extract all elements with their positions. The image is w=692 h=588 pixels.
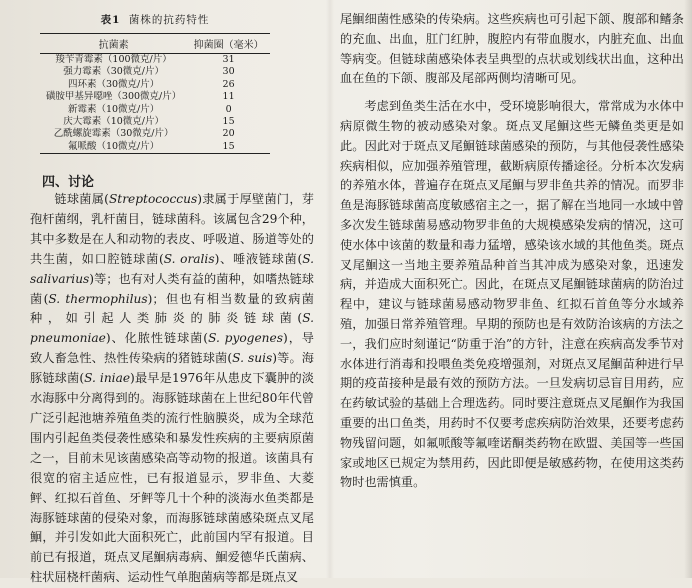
text-run: )等；也有对人类有益的菌种，如嗜热链球菌( bbox=[30, 271, 314, 306]
table-row bbox=[40, 79, 270, 91]
species-name: S. suis bbox=[232, 351, 273, 366]
text-run: )等。海豚链球菌( bbox=[30, 351, 314, 386]
antibiotic-cell: 庆大霉素（10微克/片） bbox=[63, 116, 164, 128]
section-heading-discussion: 四、讨论 bbox=[42, 175, 95, 190]
text-run: )、唾液链球菌( bbox=[214, 251, 303, 266]
left-column-text bbox=[30, 190, 314, 588]
antibiotic-cell: 四环素（30微克/片） bbox=[67, 78, 160, 90]
table-header-row bbox=[40, 34, 270, 54]
discussion-paragraph bbox=[30, 190, 314, 588]
zone-cell: 31 bbox=[222, 54, 235, 65]
table-row bbox=[40, 66, 270, 78]
antibiotic-cell: 羧苄青霉素（100微克/片） bbox=[55, 54, 172, 65]
zone-cell: 26 bbox=[222, 78, 235, 90]
species-name: S. salivarius bbox=[30, 251, 314, 286]
table-title: 菌株的抗药特性 bbox=[128, 14, 210, 26]
table-row bbox=[40, 128, 270, 140]
antibiotic-cell: 新霉素（10微克/片） bbox=[67, 103, 160, 115]
table-caption bbox=[40, 12, 270, 27]
antibiotic-cell: 强力霉素（30微克/片） bbox=[63, 66, 164, 78]
species-name: S. iniae bbox=[84, 371, 131, 386]
text-run: 链球菌属( bbox=[54, 192, 109, 206]
zone-cell: 0 bbox=[225, 103, 232, 115]
page-gutter-shadow bbox=[326, 0, 334, 578]
antibiotic-cell: 磺胺甲基异噁唑（300微克/片） bbox=[45, 91, 182, 103]
zone-cell: 30 bbox=[222, 66, 235, 78]
zone-cell: 15 bbox=[222, 116, 235, 128]
species-name: S. thermophilus bbox=[48, 291, 148, 306]
species-name: S. oralis bbox=[163, 251, 215, 266]
table-row bbox=[40, 104, 270, 116]
text-run: )，导致人畜急性、热性传染病的猪链球菌( bbox=[30, 331, 314, 366]
antibiotic-table-block bbox=[40, 10, 270, 154]
species-name: Streptococcus bbox=[108, 192, 198, 206]
text-run: )隶属于厚壁菌门，芽孢杆菌纲，乳杆菌目，链球菌科。该属包含29个种，其中多数是在人和动物的表皮、呼吸道、肠道等处的共生菌，如口腔链球菌( bbox=[30, 192, 314, 266]
paragraph-gap bbox=[340, 89, 684, 97]
table-row bbox=[40, 54, 270, 67]
table-row bbox=[40, 141, 270, 154]
zone-cell: 20 bbox=[222, 128, 235, 140]
page-edge-shadow bbox=[684, 0, 692, 578]
text-run: )、化脓性链球菌( bbox=[105, 331, 209, 346]
text-run: )；但也有相当数量的致病菌种，如引起人类肺炎的肺炎链球菌( bbox=[30, 291, 314, 326]
table-number: 表1 bbox=[100, 14, 121, 26]
species-name: S. pyogenes bbox=[208, 331, 284, 346]
table-row bbox=[40, 91, 270, 103]
prevention-paragraph: 考虑到鱼类生活在水中，受环境影响很大，常常成为水体中病原微生物的被动感染对象。斑点叉尾鮰这些无鳞鱼类更是如此。因此对于斑点叉尾鮰链球菌感染的预防，与其他侵袭性感染疾病相似，应加强养殖管理，截断病原传播途径。分析本次发病的养殖水体，普遍存在斑点叉尾鮰与罗非鱼共养的情况。而罗非鱼是海豚链球菌高度敏感宿主之一，据了解在当地同一水域中曾多次发生链球菌易感动物罗非鱼的大规模感染发病的情况，这可使水体中该菌的数量和毒力猛增，感染该水域的其他鱼类。斑点叉尾鮰这一当地主要养殖品种首当其冲成为感染对象，迅速发病，并造成大面积死亡。因此，在斑点叉尾鮰链球菌病的防治过程中，建议与链球菌易感动物罗非鱼、红拟石首鱼等分水域养殖，加强日常养殖管理。早期的预防也是有效防治该病的方法之一，我们应时刻谨记“防重于治”的方针，注意在疾病高发季节对水体进行消毒和投喂鱼类免疫增强剂，对斑点叉尾鮰苗种进行早期的疫苗接种是最有效的预防方法。一旦发病切忌盲目用药，应在药敏试验的基础上合理选药。同时要注意斑点叉尾鮰作为我国重要的出口鱼类，用药时不仅要考虑疾病防治效果，还要考虑药物残留问题，如氟哌酸等氟喹诺酮类药物在欧盟、美国等一些国家或地区已规定为禁用药，因此即便是敏感药物，在使用这类药物时也需慎重。 bbox=[340, 99, 684, 490]
right-column-text bbox=[340, 10, 684, 493]
antibiotic-table bbox=[40, 33, 270, 154]
column-header-antibiotic: 抗菌素 bbox=[40, 34, 187, 54]
text-run: )最早是1976年从患皮下囊肿的淡水海豚中分离得到的。海豚链球菌在上世纪80年代曾广泛引起池塘养殖鱼类的流行性脑膜炎，成为全球范围内引起鱼类侵袭性感染和暴发性疾病的主要病原菌之一，目前未见该菌感染高等动物的报道。该菌具有很宽的宿主适应性，已有报道显示，罗非鱼、大菱鲆、红拟石首鱼、牙鲆等几十个种的淡海水鱼类都是海豚链球菌的侵染对象，而海豚链球菌感染斑点叉尾鮰，并引发如此大面积死亡，此前国内罕有报道。目前已有报道，斑点叉尾鮰病毒病、鮰爱德华氏菌病、柱状屈桡杆菌病、运动性气单胞菌病等都是斑点叉 bbox=[30, 371, 314, 585]
column-header-inhibition-zone: 抑菌圈（毫米） bbox=[187, 34, 270, 54]
zone-cell: 15 bbox=[187, 141, 270, 154]
species-name: S. pneumoniae bbox=[30, 311, 314, 346]
table-row bbox=[40, 116, 270, 128]
continued-paragraph: 尾鮰细菌性感染的传染病。这些疾病也可引起下颌、腹部和鳍条的充血、出血，肛门红肿，腹腔内有带血腹水，内脏充血、出血等病变。但链球菌感染体表呈典型的点状或划线状出血，这种出血在鱼的下颌、腹部及尾部两侧均清晰可见。 bbox=[340, 12, 684, 86]
antibiotic-cell: 乙酰螺旋霉素（30微克/片） bbox=[53, 128, 174, 140]
antibiotic-cell: 氟哌酸（10微克/片） bbox=[40, 141, 187, 154]
zone-cell: 11 bbox=[222, 91, 235, 103]
